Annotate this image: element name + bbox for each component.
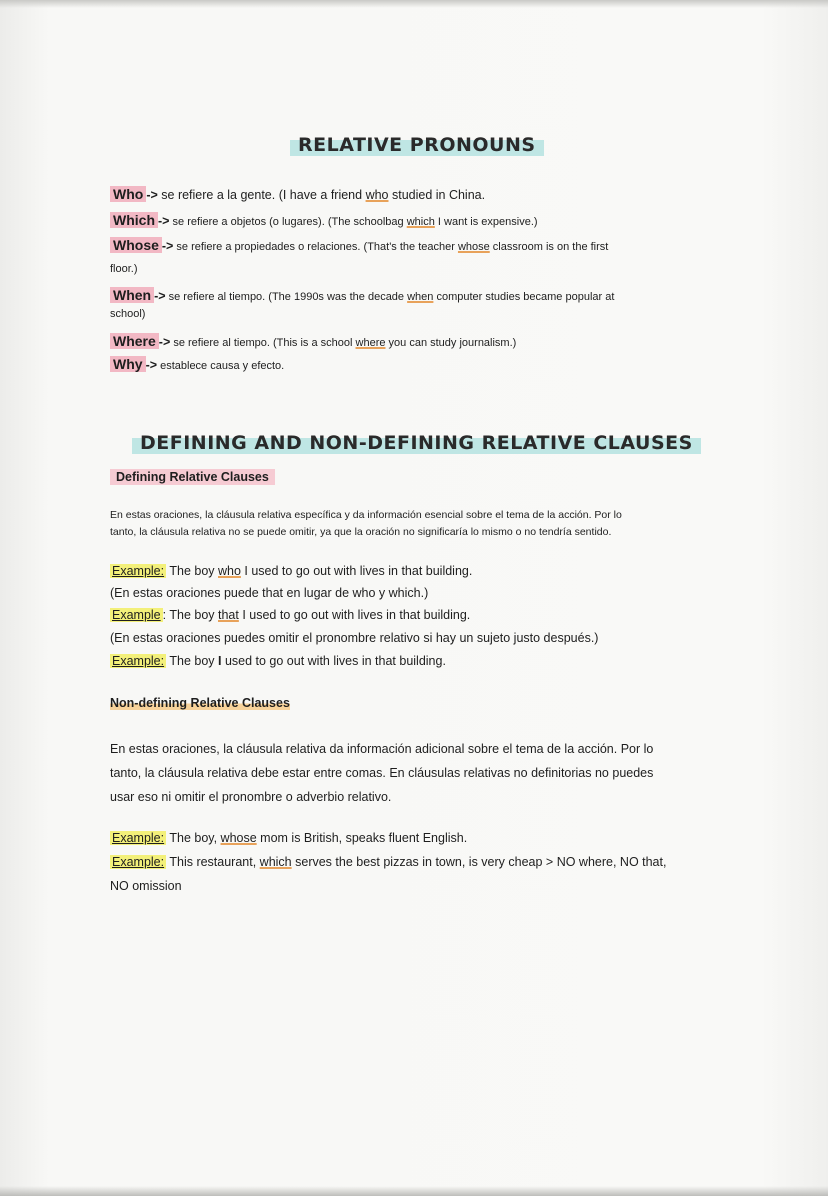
example-label: Example: [112, 654, 165, 668]
nondefining-example-2-cont: NO omission [110, 879, 182, 893]
nondefining-example-2: Example: This restaurant, which serves the best pizzas in town, is very cheap > NO where, NO that, [112, 855, 667, 869]
term-which: Which [110, 212, 158, 228]
defining-example-1: Example: The boy who I used to go out with lives in that building. [112, 564, 473, 578]
defining-example-2: Example : The boy that I used to go out with lives in that building. [112, 608, 471, 622]
section-title-clauses: DEFINING AND NON-DEFINING RELATIVE CLAUSES [132, 430, 701, 456]
pronoun-whose: Whose -> se refiere a propiedades o relaciones. (That's the teacher whose classroom is on the first [110, 237, 608, 253]
page-edge-top [0, 0, 828, 8]
defining-heading: Defining Relative Clauses [110, 470, 275, 484]
defining-note-1: (En estas oraciones puede that en lugar de who y which.) [110, 586, 429, 600]
pronoun-where: Where -> se refiere al tiempo. (This is a school where you can study journalism.) [110, 333, 516, 349]
nondefining-paragraph: En estas oraciones, la cláusula relativa da información adicional sobre el tema de la acción. Por lo tanto, la cláusula relativa debe estar entre comas. En cláusulas relativas no definitorias no puedes usar eso ni omitir el pronombre o adverbio relativo. [110, 742, 654, 804]
example-label: Example: [112, 855, 165, 869]
nondefining-heading: Non-defining Relative Clauses [110, 696, 290, 710]
term-when: When [110, 287, 154, 303]
defining-example-3: Example: The boy I used to go out with lives in that building. [112, 654, 446, 668]
pronoun-when: When -> se refiere al tiempo. (The 1990s was the decade when computer studies became popular at [110, 287, 614, 303]
defining-note-2: (En estas oraciones puedes omitir el pronombre relativo si hay un sujeto justo después.) [110, 631, 599, 645]
term-why: Why [110, 356, 146, 372]
pronoun-why: Why -> establece causa y efecto. [110, 356, 284, 372]
example-label: Example [112, 608, 161, 622]
defining-paragraph: En estas oraciones, la cláusula relativa específica y da información esencial sobre el tema de la acción. Por lo tanto, la cláusula relativa no se puede omitir, ya que la oración no significaría lo mismo o no tendría sentido. [110, 509, 622, 538]
page-edge-bottom [0, 1186, 828, 1196]
pronoun-which: Which -> se refiere a objetos (o lugares). (The schoolbag which I want is expensive.) [110, 212, 538, 228]
page-title: RELATIVE PRONOUNS [290, 132, 544, 158]
example-label: Example: [112, 831, 165, 845]
term-who: Who [110, 186, 146, 202]
nondefining-example-1: Example: The boy, whose mom is British, speaks fluent English. [112, 831, 468, 845]
example-label: Example: [112, 564, 165, 578]
term-whose: Whose [110, 237, 162, 253]
pronoun-who: Who -> se refiere a la gente. (I have a friend who studied in China. [110, 186, 485, 202]
pronoun-whose-cont: floor.) [110, 263, 138, 275]
term-where: Where [110, 333, 159, 349]
pronoun-when-cont: school) [110, 308, 146, 320]
